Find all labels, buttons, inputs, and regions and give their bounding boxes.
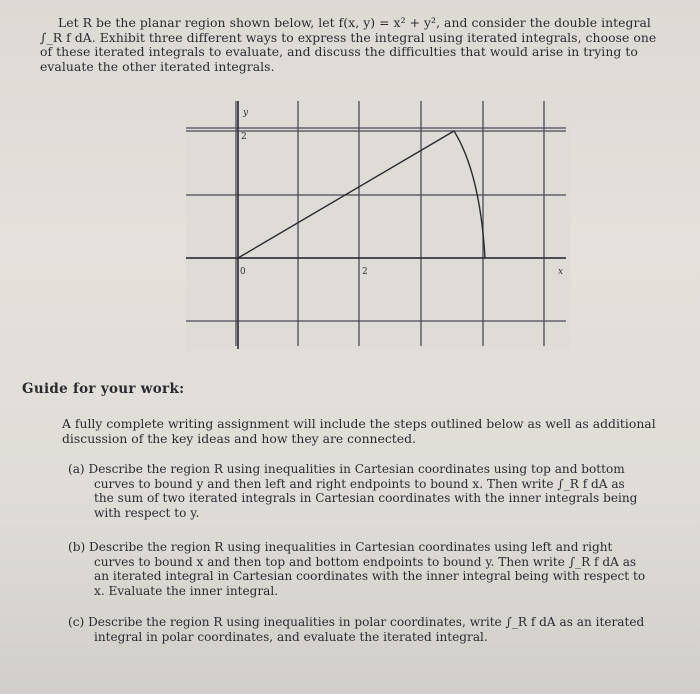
x-tick-2-label: 2 [362,267,368,277]
guide-item-c [68,615,688,644]
guide-item-a [68,462,688,520]
problem-line-1: Let R be the planar region shown below, let f(x, y) = x² + y², and consider the double integral [58,15,651,30]
guide-item-b-line-3: an iterated integral in Cartesian coordinates with the inner integral being with respect to [94,569,646,584]
guide-item-a-marker: (a) [68,462,85,476]
guide-paragraph-line-2: discussion of the key ideas and how they are connected. [62,431,416,446]
guide-item-a-line-4: with respect to y. [94,505,200,520]
guide-item-a-text-1: Describe the region R using inequalities in Cartesian coordinates using top and bottom [88,462,625,476]
problem-line-2: ∫_R f dA. Exhibit three different ways to express the integral using iterated integrals, choose one [40,29,657,45]
guide-item-a-line-3: the sum of two iterated integrals in Cartesian coordinates with the inner integrals being [94,491,638,506]
guide-item-b-line-1 [68,540,688,555]
problem-line-4: evaluate the other iterated integrals. [40,58,275,74]
guide-item-a-line-1 [68,462,688,477]
guide-item-a-line-2: curves to bound y and then left and right endpoints to bound x. Then write ∫_R f dA as [94,476,625,491]
guide-heading: Guide for your work: [22,381,185,397]
guide-item-b-text-1: Describe the region R using inequalities in Cartesian coordinates using left and right [89,540,613,554]
guide-item-c-marker: (c) [68,615,85,629]
x-axis-label: x [558,267,564,277]
guide-item-c-line-2: integral in polar coordinates, and evaluate the iterated integral. [94,629,488,644]
guide-item-b [68,540,688,598]
region-figure [186,101,570,351]
guide-item-b-line-2: curves to bound x and then top and bottom endpoints to bound y. Then write ∫_R f dA as [94,554,637,569]
guide-item-c-line-1 [68,615,688,630]
guide-item-c-text-1: Describe the region R using inequalities in polar coordinates, write ∫_R f dA as an iterated [88,615,645,629]
guide-paragraph-line-1: A fully complete writing assignment will include the steps outlined below as well as additional [62,416,656,431]
guide-item-b-marker: (b) [68,540,86,554]
y-tick-2-label: 2 [241,132,247,142]
guide-item-b-line-4: x. Evaluate the inner integral. [94,583,279,598]
problem-line-3: of these iterated integrals to evaluate, and discuss the difficulties that would arise in trying to [40,44,638,60]
origin-label: 0 [240,267,246,277]
problem-statement [40,16,692,74]
guide-paragraph [62,416,692,446]
y-axis-label: y [243,108,249,118]
